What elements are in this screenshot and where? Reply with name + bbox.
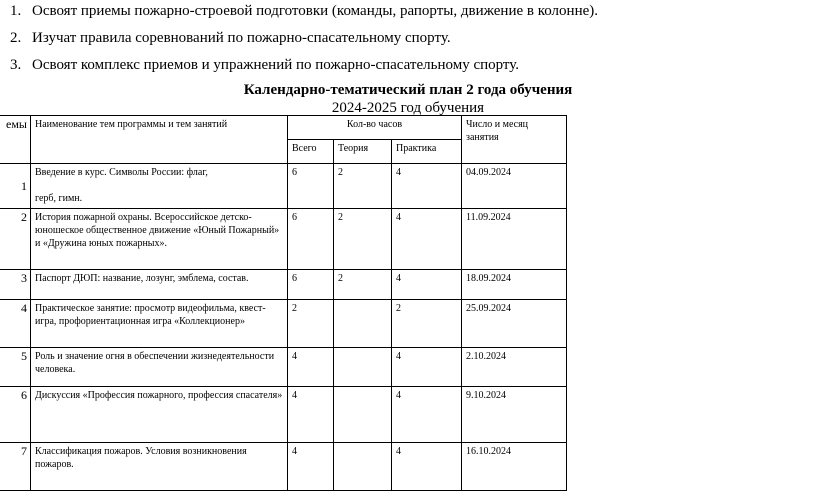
hours-total: 6	[288, 164, 334, 209]
header-hours: Кол-во часов	[288, 116, 462, 140]
lesson-date: 11.09.2024	[462, 209, 567, 270]
hours-theory	[334, 348, 392, 387]
outcome-number: 2.	[10, 30, 22, 46]
outcome-text: Освоят комплекс приемов и упражнений по пожарно-спасательному спорту.	[32, 57, 520, 73]
topic-name: Практическое занятие: просмотр видеофильма, квест-игра, профориентационная игра «Коллекционер»	[31, 300, 288, 348]
topic-number: 6	[0, 387, 31, 443]
hours-theory: 2	[334, 164, 392, 209]
hours-practice: 4	[392, 387, 462, 443]
plan-title: Календарно-тематический план 2 года обучения	[243, 82, 573, 98]
hours-theory	[334, 387, 392, 443]
table-row	[0, 387, 567, 443]
topic-number: 5	[0, 348, 31, 387]
hours-total: 6	[288, 270, 334, 300]
topic-number: 4	[0, 300, 31, 348]
outcome-text: Освоят приемы пожарно-строевой подготовки (команды, рапорты, движение в колонне).	[32, 3, 599, 19]
table-row	[0, 348, 567, 387]
table-row	[0, 270, 567, 300]
header-total: Всего	[288, 140, 334, 164]
outcome-number: 1.	[10, 3, 22, 19]
hours-total: 2	[288, 300, 334, 348]
hours-total: 6	[288, 209, 334, 270]
outcome-item	[10, 56, 519, 74]
hours-practice: 2	[392, 300, 462, 348]
outcome-item	[10, 2, 598, 20]
topic-name: Паспорт ДЮП: название, лозунг, эмблема, состав.	[31, 270, 288, 300]
header-topic-name: Наименование тем программы и тем занятий	[31, 116, 288, 164]
topic-number: 7	[0, 443, 31, 491]
table-row	[0, 164, 567, 209]
hours-practice: 4	[392, 270, 462, 300]
header-topic-number: емы	[0, 116, 31, 164]
hours-theory	[334, 300, 392, 348]
topic-name-line: Введение в курс. Символы России: флаг,	[35, 167, 208, 178]
table-row	[0, 300, 567, 348]
plan-year: 2024-2025 год обучения	[331, 100, 485, 116]
table-row	[0, 209, 567, 270]
hours-practice: 4	[392, 209, 462, 270]
topic-name: История пожарной охраны. Всероссийское детско-юношеское общественное движение «Юный Пожарный» и «Дружина юных пожарных».	[31, 209, 288, 270]
header-date: Число и месяц занятия	[462, 116, 567, 164]
topic-name	[31, 164, 288, 209]
outcome-number: 3.	[10, 57, 22, 73]
hours-total: 4	[288, 443, 334, 491]
calendar-plan-table	[0, 115, 567, 491]
lesson-date: 16.10.2024	[462, 443, 567, 491]
table-row	[0, 443, 567, 491]
topic-name: Роль и значение огня в обеспечении жизнедеятельности человека.	[31, 348, 288, 387]
outcome-text: Изучат правила соревнований по пожарно-спасательному спорту.	[32, 30, 451, 46]
lesson-date: 25.09.2024	[462, 300, 567, 348]
outcome-item	[10, 29, 451, 47]
hours-theory: 2	[334, 270, 392, 300]
topic-name-line: герб, гимн.	[35, 193, 83, 204]
hours-practice: 4	[392, 164, 462, 209]
topic-name: Дискуссия «Профессия пожарного, профессия спасателя»	[31, 387, 288, 443]
lesson-date: 04.09.2024	[462, 164, 567, 209]
header-practice: Практика	[392, 140, 462, 164]
lesson-date: 9.10.2024	[462, 387, 567, 443]
header-theory: Теория	[334, 140, 392, 164]
table-header-row	[0, 116, 567, 140]
lesson-date: 2.10.2024	[462, 348, 567, 387]
hours-practice: 4	[392, 348, 462, 387]
hours-theory: 2	[334, 209, 392, 270]
hours-practice: 4	[392, 443, 462, 491]
hours-total: 4	[288, 348, 334, 387]
topic-number: 1	[0, 164, 31, 209]
topic-number: 3	[0, 270, 31, 300]
lesson-date: 18.09.2024	[462, 270, 567, 300]
hours-total: 4	[288, 387, 334, 443]
hours-theory	[334, 443, 392, 491]
topic-name: Классификация пожаров. Условия возникновения пожаров.	[31, 443, 288, 491]
topic-number: 2	[0, 209, 31, 270]
